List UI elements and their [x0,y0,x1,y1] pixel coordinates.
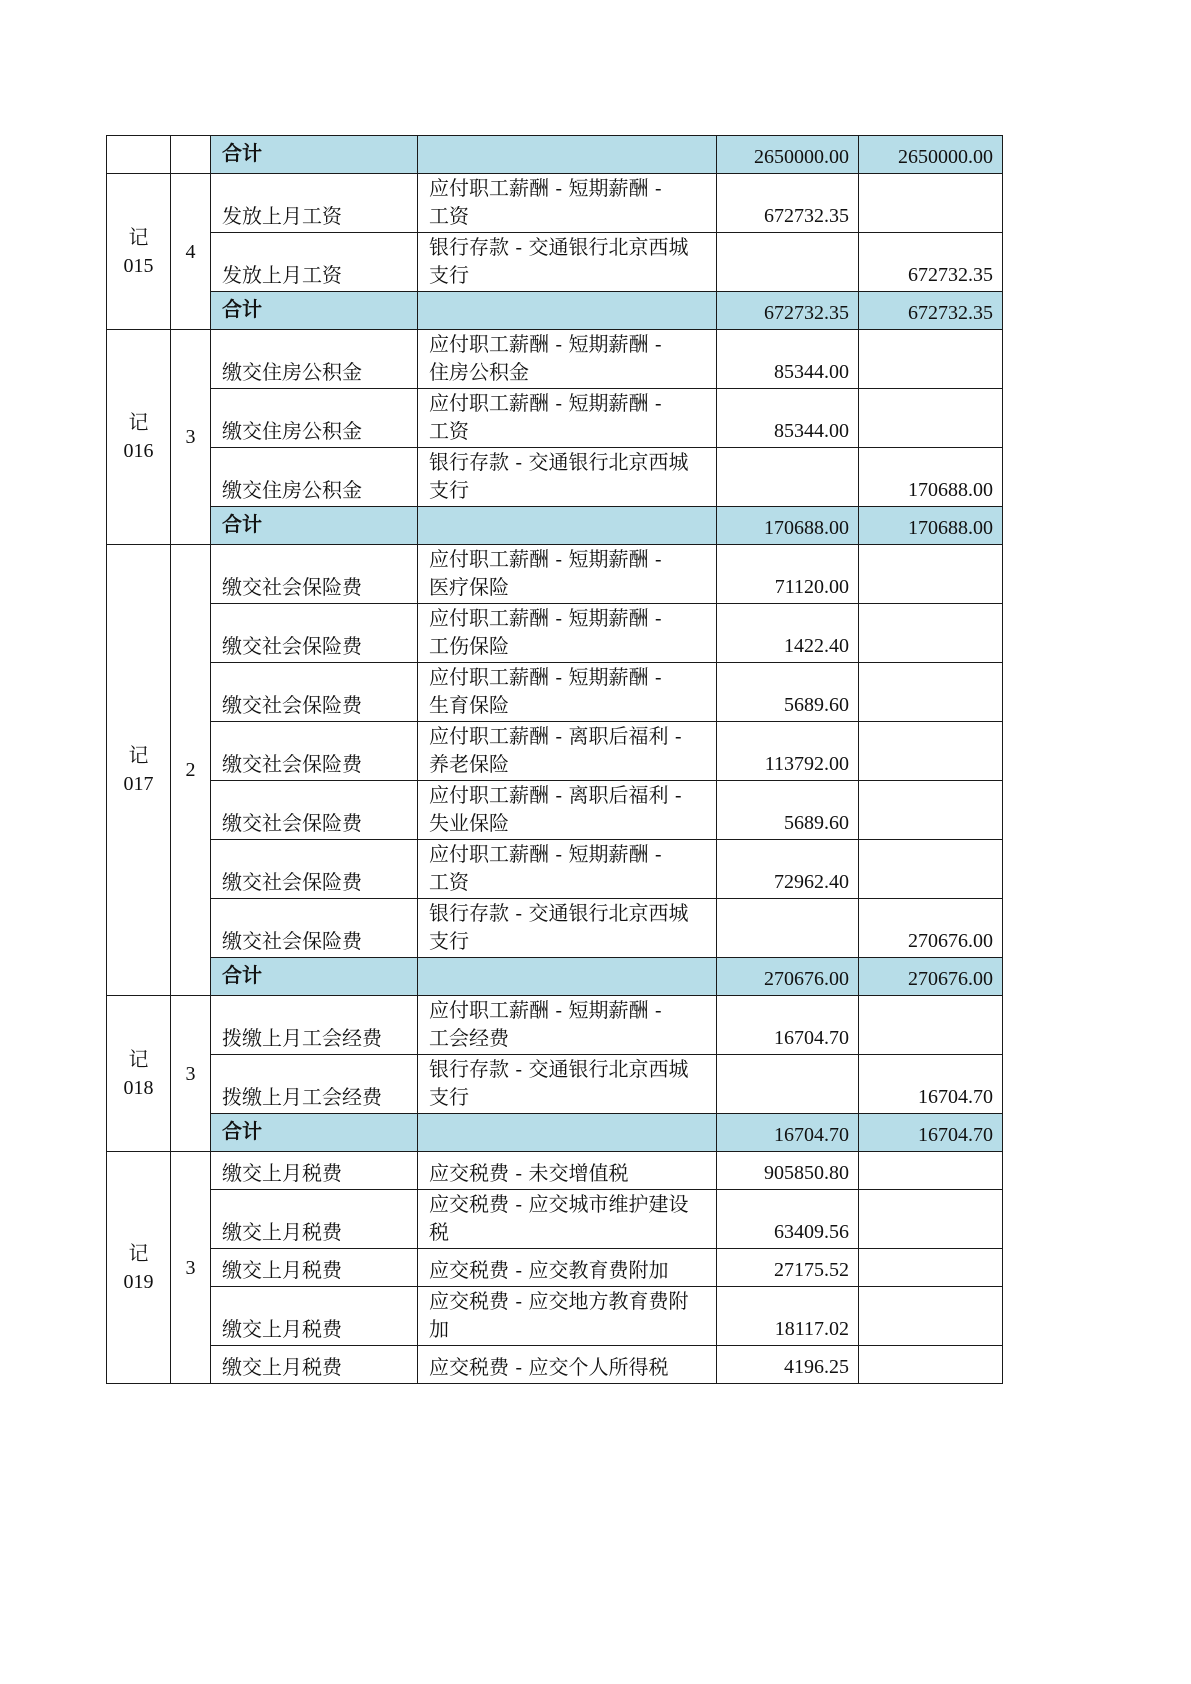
account-line: 应付职工薪酬 - 短期薪酬 - [429,332,662,356]
voucher-id-cell [107,330,171,545]
entry-row [107,389,1003,448]
entry-account [418,604,717,663]
entry-debit [717,448,859,507]
account-line: 工会经费 [429,1026,509,1050]
entry-account [418,448,717,507]
total-account-cell [418,136,717,174]
account-line: 应付职工薪酬 - 短期薪酬 - [429,391,662,415]
total-label: 合计 [211,1114,418,1152]
total-debit: 16704.70 [717,1114,859,1152]
voucher-total-row [107,292,1003,330]
account-line: 工资 [429,204,469,228]
entry-row [107,448,1003,507]
entry-debit: 63409.56 [717,1190,859,1249]
entry-debit: 5689.60 [717,663,859,722]
entry-credit [859,1249,1003,1287]
entry-summary: 缴交上月税费 [211,1346,418,1384]
entry-account [418,545,717,604]
total-debit: 672732.35 [717,292,859,330]
total-label: 合计 [211,507,418,545]
entry-summary: 缴交社会保险费 [211,545,418,604]
account-line: 应付职工薪酬 - 短期薪酬 - [429,842,662,866]
account-line: 养老保险 [429,752,509,776]
total-account-cell [418,292,717,330]
total-debit: 270676.00 [717,958,859,996]
account-line: 失业保险 [429,811,509,835]
total-label: 合计 [211,136,418,174]
entry-summary: 缴交住房公积金 [211,389,418,448]
attachment-count: 3 [171,330,211,545]
total-credit: 672732.35 [859,292,1003,330]
entry-row [107,663,1003,722]
attachment-count: 3 [171,996,211,1152]
entry-row [107,1346,1003,1384]
entry-account [418,663,717,722]
voucher-number: 019 [123,1270,154,1293]
entry-row [107,1287,1003,1346]
attachment-count: 3 [171,1152,211,1384]
entry-debit [717,1055,859,1114]
account-line: 支行 [429,478,469,502]
account-line: 工资 [429,870,469,894]
account-line: 税 [429,1220,449,1244]
account-line: 支行 [429,263,469,287]
empty-cell [107,136,171,174]
entry-row [107,781,1003,840]
account-line: 工资 [429,419,469,443]
entry-credit [859,722,1003,781]
entry-credit [859,1190,1003,1249]
account-line: 应交税费 - 应交地方教育费附 [429,1289,689,1313]
voucher-id-cell [107,1152,171,1384]
entry-row [107,1249,1003,1287]
entry-credit: 170688.00 [859,448,1003,507]
entry-summary: 缴交上月税费 [211,1287,418,1346]
account-line: 应付职工薪酬 - 短期薪酬 - [429,998,662,1022]
entry-row [107,604,1003,663]
entry-debit: 672732.35 [717,174,859,233]
entry-summary: 缴交上月税费 [211,1249,418,1287]
entry-account [418,1249,717,1287]
voucher-number: 018 [123,1076,154,1099]
account-line: 应付职工薪酬 - 离职后福利 - [429,724,682,748]
entry-credit [859,663,1003,722]
entry-debit: 27175.52 [717,1249,859,1287]
entry-row [107,899,1003,958]
entry-summary: 拨缴上月工会经费 [211,996,418,1055]
entry-credit [859,996,1003,1055]
entry-summary: 缴交社会保险费 [211,663,418,722]
account-line: 应交税费 - 未交增值税 [429,1161,629,1185]
voucher-total-row [107,1114,1003,1152]
entry-credit [859,840,1003,899]
entry-row [107,545,1003,604]
entry-credit [859,781,1003,840]
entry-summary: 缴交上月税费 [211,1190,418,1249]
entry-row [107,1055,1003,1114]
voucher-type: 记 [128,224,149,249]
entry-row [107,722,1003,781]
voucher-total-row [107,507,1003,545]
account-line: 银行存款 - 交通银行北京西城 [429,235,689,259]
entry-row [107,1152,1003,1190]
entry-credit: 270676.00 [859,899,1003,958]
total-credit: 2650000.00 [859,136,1003,174]
entry-summary: 缴交上月税费 [211,1152,418,1190]
carry-total-row [107,136,1003,174]
total-account-cell [418,1114,717,1152]
voucher-type: 记 [128,1046,149,1071]
entry-row [107,840,1003,899]
entry-account [418,781,717,840]
entry-credit [859,604,1003,663]
total-label: 合计 [211,292,418,330]
account-line: 银行存款 - 交通银行北京西城 [429,901,689,925]
entry-row [107,174,1003,233]
voucher-total-row [107,958,1003,996]
account-line: 应交税费 - 应交个人所得税 [429,1355,669,1379]
entry-account [418,840,717,899]
entry-credit [859,545,1003,604]
attachment-count: 4 [171,174,211,330]
total-label: 合计 [211,958,418,996]
entry-account [418,1152,717,1190]
entry-credit [859,330,1003,389]
account-line: 支行 [429,1085,469,1109]
entry-debit: 5689.60 [717,781,859,840]
total-credit: 16704.70 [859,1114,1003,1152]
account-line: 应交税费 - 应交城市维护建设 [429,1192,689,1216]
entry-account [418,233,717,292]
attachment-count: 2 [171,545,211,996]
entry-summary: 缴交社会保险费 [211,781,418,840]
total-account-cell [418,507,717,545]
total-credit: 170688.00 [859,507,1003,545]
entry-summary: 发放上月工资 [211,233,418,292]
entry-debit: 16704.70 [717,996,859,1055]
account-line: 工伤保险 [429,634,509,658]
entry-summary: 缴交社会保险费 [211,722,418,781]
voucher-type: 记 [128,410,149,434]
entry-summary: 缴交社会保险费 [211,604,418,663]
entry-debit [717,899,859,958]
account-line: 应付职工薪酬 - 短期薪酬 - [429,665,662,689]
account-line: 银行存款 - 交通银行北京西城 [429,450,689,474]
entry-row [107,996,1003,1055]
voucher-type: 记 [128,1240,149,1265]
entry-debit: 18117.02 [717,1287,859,1346]
entry-debit: 71120.00 [717,545,859,604]
voucher-number: 015 [123,254,154,277]
entry-account [418,722,717,781]
entry-credit [859,1346,1003,1384]
empty-cell [171,136,211,174]
entry-debit: 85344.00 [717,389,859,448]
total-debit: 170688.00 [717,507,859,545]
voucher-id-cell [107,996,171,1152]
account-line: 支行 [429,929,469,953]
entry-summary: 缴交住房公积金 [211,448,418,507]
entry-account [418,389,717,448]
entry-debit: 1422.40 [717,604,859,663]
entry-account [418,330,717,389]
entry-summary: 发放上月工资 [211,174,418,233]
entry-debit: 113792.00 [717,722,859,781]
entry-debit: 72962.40 [717,840,859,899]
entry-credit [859,1152,1003,1190]
entry-account [418,1346,717,1384]
voucher-number: 016 [123,440,154,462]
entry-credit [859,174,1003,233]
ledger-body [107,136,1003,1384]
entry-summary: 拨缴上月工会经费 [211,1055,418,1114]
entry-account [418,899,717,958]
entry-credit [859,1287,1003,1346]
account-line: 银行存款 - 交通银行北京西城 [429,1057,689,1081]
voucher-type: 记 [128,743,149,767]
total-debit: 2650000.00 [717,136,859,174]
entry-debit: 85344.00 [717,330,859,389]
account-line: 应付职工薪酬 - 短期薪酬 - [429,606,662,630]
entry-summary: 缴交社会保险费 [211,840,418,899]
account-line: 生育保险 [429,693,509,717]
account-line: 应付职工薪酬 - 短期薪酬 - [429,547,662,571]
entry-row [107,330,1003,389]
total-account-cell [418,958,717,996]
voucher-id-cell [107,545,171,996]
entry-debit [717,233,859,292]
entry-credit [859,389,1003,448]
account-line: 住房公积金 [429,360,529,384]
entry-account [418,1190,717,1249]
voucher-number: 017 [123,773,154,795]
entry-credit: 672732.35 [859,233,1003,292]
entry-account [418,1055,717,1114]
entry-summary: 缴交社会保险费 [211,899,418,958]
entry-row [107,233,1003,292]
entry-debit: 905850.80 [717,1152,859,1190]
entry-credit: 16704.70 [859,1055,1003,1114]
account-line: 应交税费 - 应交教育费附加 [429,1258,669,1282]
total-credit: 270676.00 [859,958,1003,996]
entry-account [418,996,717,1055]
account-line: 应付职工薪酬 - 离职后福利 - [429,783,682,807]
entry-summary: 缴交住房公积金 [211,330,418,389]
account-line: 医疗保险 [429,575,509,599]
account-line: 应付职工薪酬 - 短期薪酬 - [429,176,662,200]
voucher-id-cell [107,174,171,330]
ledger-table [106,135,1003,1384]
entry-debit: 4196.25 [717,1346,859,1384]
entry-row [107,1190,1003,1249]
account-line: 加 [429,1317,449,1341]
entry-account [418,1287,717,1346]
entry-account [418,174,717,233]
